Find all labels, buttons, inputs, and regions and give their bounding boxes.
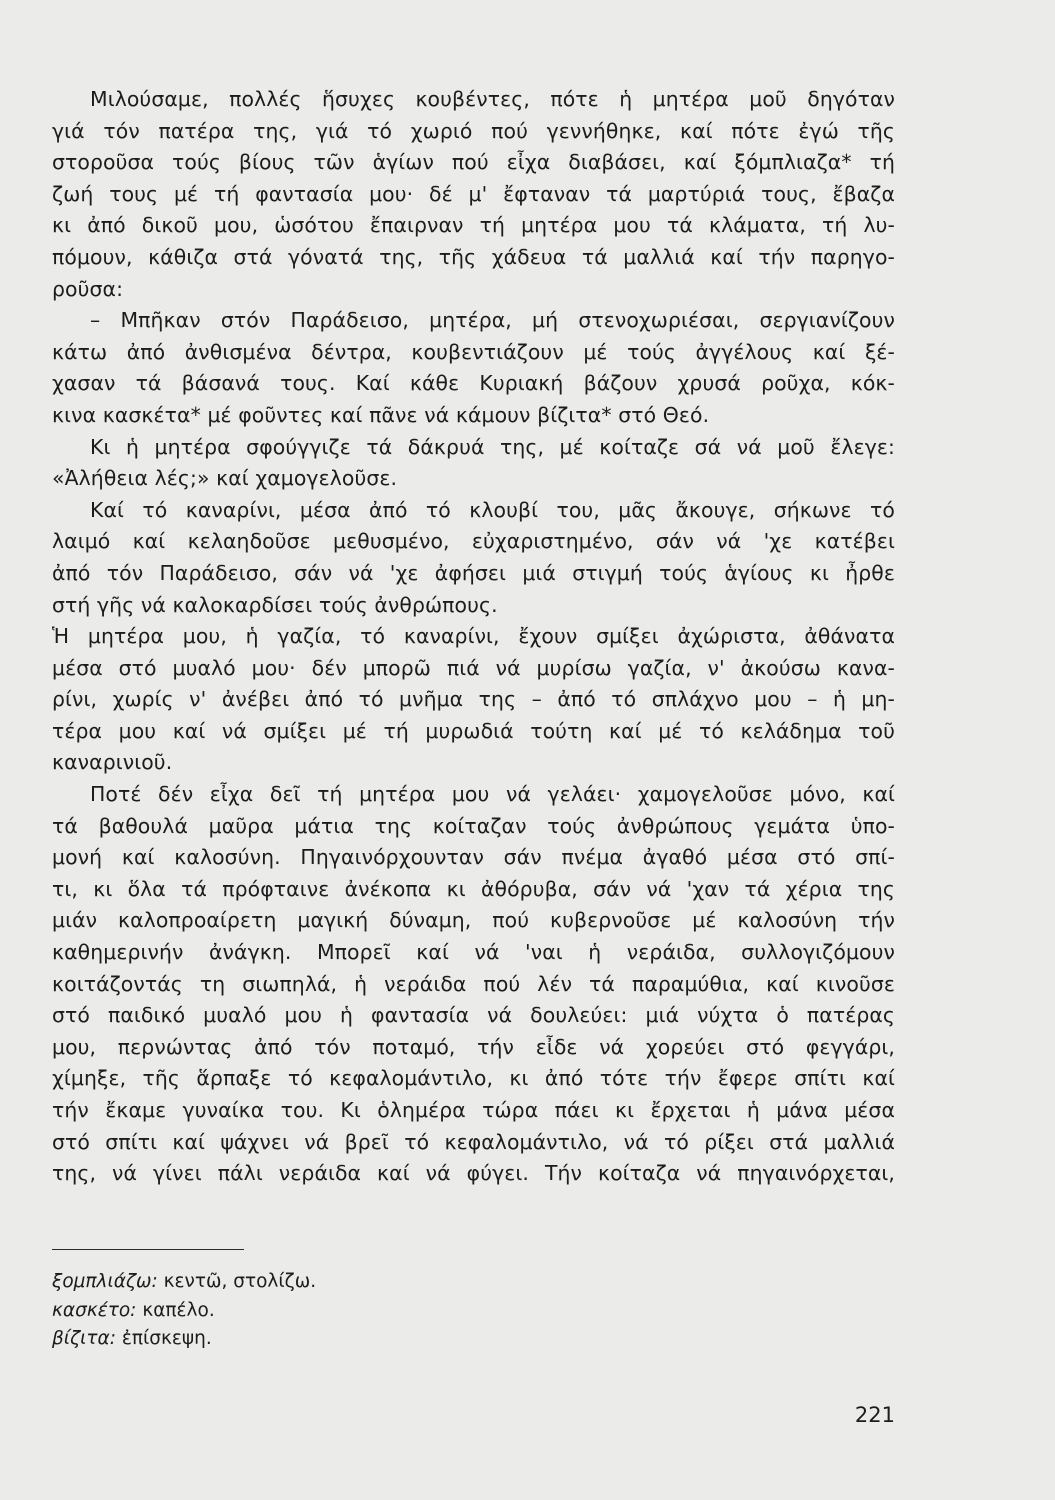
text-line: ροῦσα: xyxy=(52,276,124,301)
text-line: τέρα μου καί νά σμίξει μέ τή μυρωδιά τούτη καί μέ τό κελάδημα τοῦ xyxy=(52,718,895,743)
footnote xyxy=(52,1297,652,1326)
text-line: λαιμό καί κελαηδοῦσε μεθυσμένο, εὐχαριστημένο, σάν νά 'χε κατέβει xyxy=(52,529,895,554)
text-line: Καί τό καναρίνι, μέσα ἀπό τό κλουβί του, μᾶς ἄκουγε, σήκωνε τό xyxy=(90,497,895,522)
page-number: 221 xyxy=(854,1403,895,1427)
text-line: «Ἀλήθεια λές;» καί χαμογελοῦσε. xyxy=(52,466,398,491)
text-line: καθημερινήν ἀνάγκη. Μπορεῖ καί νά 'ναι ἡ νεράιδα, συλλογιζόμουν xyxy=(52,940,895,965)
text-line: τήν ἔκαμε γυναίκα του. Κι ὁλημέρα τώρα πάει κι ἔρχεται ἡ μάνα μέσα xyxy=(52,1098,895,1122)
text-line: ρίνι, χωρίς ν' ἀνέβει ἀπό τό μνῆμα της – ἀπό τό σπλάχνο μου – ἡ μη- xyxy=(52,687,895,712)
text-line: στοροῦσα τούς βίους τῶν ἁγίων πού εἶχα διαβάσει, καί ξόμπλιαζα* τή xyxy=(52,150,895,175)
text-line: χίμηξε, τῆς ἅρπαξε τό κεφαλομάντιλο, κι ἀπό τότε τήν ἔφερε σπίτι καί xyxy=(52,1066,895,1091)
text-line: μιάν καλοπροαίρετη μαγική δύναμη, πού κυβερνοῦσε μέ καλοσύνη τήν xyxy=(52,908,895,933)
footnote-divider xyxy=(52,1249,244,1250)
text-line: καναρινιοῦ. xyxy=(52,750,173,775)
text-line: στό παιδικό μυαλό μου ἡ φαντασία νά δουλεύει: μιά νύχτα ὁ πατέρας xyxy=(52,1003,895,1028)
text-line: κι ἀπό δικοῦ μου, ὡσότου ἔπαιρναν τή μητέρα μου τά κλάματα, τή λυ- xyxy=(52,213,895,238)
text-line: ζωή τους μέ τή φαντασία μου· δέ μ' ἔφταναν τά μαρτύριά τους, ἔβαζα xyxy=(52,181,895,206)
text-line: κάτω ἀπό ἀνθισμένα δέντρα, κουβεντιάζουν μέ τούς ἀγγέλους καί ξέ- xyxy=(52,339,895,364)
text-line: της, νά γίνει πάλι νεράιδα καί νά φύγει. Τήν κοίταζα νά πηγαινόρχεται, xyxy=(52,1161,895,1186)
footnote xyxy=(52,1268,652,1297)
footnotes xyxy=(52,1268,652,1354)
footnote-term: βίζιτα: xyxy=(52,1328,116,1349)
footnote-definition: καπέλο. xyxy=(142,1299,215,1321)
text-line: μέσα στό μυαλό μου· δέν μπορῶ πιά νά μυρίσω γαζία, ν' ἀκούσω κανα- xyxy=(52,655,895,680)
footnote-term: κασκέτο: xyxy=(52,1299,137,1321)
text-line: κοιτάζοντάς τη σιωπηλά, ἡ νεράιδα πού λέν τά παραμύθια, καί κινοῦσε xyxy=(52,971,895,996)
footnote-definition: κεντῶ, στολίζω. xyxy=(163,1271,317,1292)
text-line: κινα κασκέτα* μέ φοῦντες καί πᾶνε νά κάμουν βίζιτα* στό Θεό. xyxy=(52,402,710,427)
text-line: Ποτέ δέν εἶχα δεῖ τή μητέρα μου νά γελάει· χαμογελοῦσε μόνο, καί xyxy=(90,782,895,807)
text-line: χασαν τά βάσανά τους. Καί κάθε Κυριακή βάζουν χρυσά ροῦχα, κόκ- xyxy=(52,371,895,396)
text-line: μονή καί καλοσύνη. Πηγαινόρχουνταν σάν πνέμα ἀγαθό μέσα στό σπί- xyxy=(52,845,895,870)
text-line: στή γῆς νά καλοκαρδίσει τούς ἀνθρώπους. xyxy=(52,592,498,617)
text-line: στό σπίτι καί ψάχνει νά βρεῖ τό κεφαλομάντιλο, νά τό ρίξει στά μαλλιά xyxy=(52,1129,895,1154)
text-line: ἀπό τόν Παράδεισο, σάν νά 'χε ἀφήσει μιά στιγμή τούς ἁγίους κι ἦρθε xyxy=(52,560,895,585)
text-line: γιά τόν πατέρα της, γιά τό χωριό πού γεννήθηκε, καί πότε ἐγώ τῆς xyxy=(52,118,895,143)
footnote xyxy=(52,1325,652,1354)
text-line: Κι ἡ μητέρα σφούγγιζε τά δάκρυά της, μέ κοίταζε σά νά μοῦ ἔλεγε: xyxy=(90,434,895,459)
text-line: Μιλούσαμε, πολλές ἥσυχες κουβέντες, πότε ἡ μητέρα μοῦ δηγόταν xyxy=(90,87,895,111)
footnote-term: ξομπλιάζω: xyxy=(52,1271,158,1292)
text-line: – Μπῆκαν στόν Παράδεισο, μητέρα, μή στενοχωριέσαι, σεργιανίζουν xyxy=(90,308,895,333)
text-line: τά βαθουλά μαῦρα μάτια της κοίταζαν τούς ἀνθρώπους γεμάτα ὑπο- xyxy=(52,813,895,838)
footnote-definition: ἐπίσκεψη. xyxy=(121,1328,212,1349)
text-line: μου, περνώντας ἀπό τόν ποταμό, τήν εἶδε νά χορεύει στό φεγγάρι, xyxy=(52,1034,895,1059)
text-line: Ἡ μητέρα μου, ἡ γαζία, τό καναρίνι, ἔχουν σμίξει ἀχώριστα, ἀθάνατα xyxy=(52,624,895,649)
text-line: πόμουν, κάθιζα στά γόνατά της, τῆς χάδευα τά μαλλιά καί τήν παρηγο- xyxy=(52,244,895,269)
text-line: τι, κι ὅλα τά πρόφταινε ἀνέκοπα κι ἀθόρυβα, σάν νά 'χαν τά χέρια της xyxy=(52,876,895,901)
body-text xyxy=(52,84,895,1190)
